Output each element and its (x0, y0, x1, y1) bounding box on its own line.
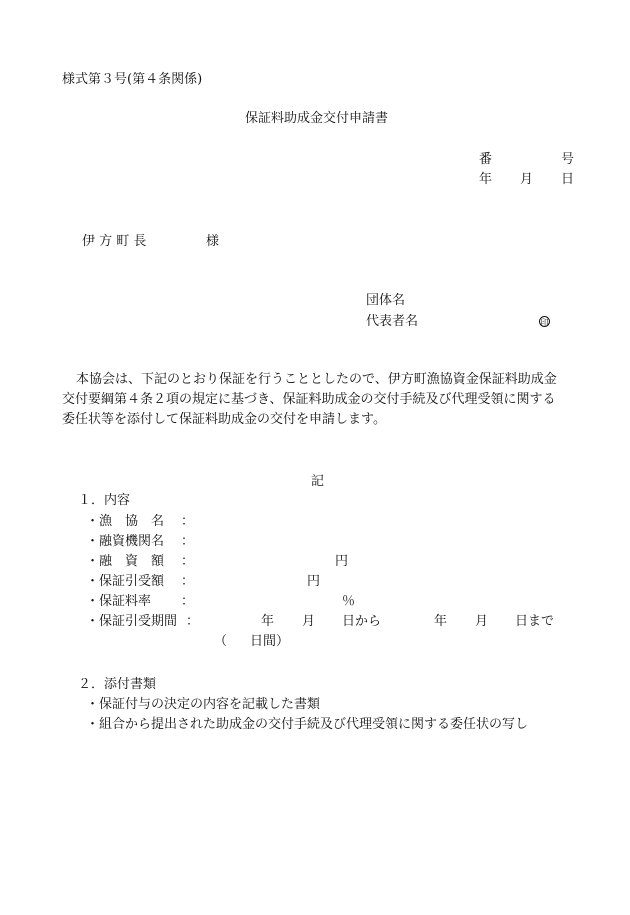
seal-icon: 印 (540, 318, 549, 327)
period-days-open: （ (214, 634, 228, 649)
item-unit-yen: 円 (307, 574, 321, 589)
body-line-2: 交付要綱第４条２項の規定に基づき、保証料助成金の交付手続及び代理受領に関する (62, 392, 556, 407)
period-end-month: 月 (475, 614, 489, 629)
period-start-day: 日から (342, 614, 382, 629)
document-title: 保証料助成金交付申請書 (245, 111, 389, 126)
item-colon: ： (181, 534, 195, 549)
section2-heading: ２．添付書類 (78, 677, 157, 692)
attachment-item: ・組合から提出された助成金の交付手続及び代理受領に関する委任状の写し (86, 717, 529, 732)
date-year-label: 年 (479, 172, 493, 187)
item-colon: ： (181, 594, 195, 609)
item-unit-percent: ％ (342, 594, 356, 609)
item-colon: ： (181, 554, 195, 569)
item-label-lender: ・融資機関名 (86, 534, 165, 549)
item-label-guarantee-rate: ・保証料率 (86, 594, 152, 609)
form-number: 様式第３号(第４条関係) (62, 72, 203, 87)
date-month-label: 月 (520, 172, 534, 187)
period-start-year: 年 (261, 614, 275, 629)
ki-heading: 記 (311, 474, 325, 489)
item-label-guarantee-period: ・保証引受期間 (86, 614, 178, 629)
period-days-close: 日間） (250, 634, 290, 649)
item-label-fishery-coop: ・漁 協 名 (86, 514, 165, 529)
item-colon: ： (186, 614, 200, 629)
number-label: 番 (479, 152, 493, 167)
section1-heading: １．内容 (78, 493, 131, 508)
item-colon: ： (181, 574, 195, 589)
body-line-3: 委任状等を添付して保証料助成金の交付を申請します。 (62, 412, 386, 427)
number-suffix: 号 (561, 152, 575, 167)
date-day-label: 日 (561, 172, 575, 187)
item-label-loan-amount: ・融 資 額 (86, 554, 165, 569)
period-end-day: 日まで (515, 614, 555, 629)
representative-label: 代表者名 (366, 314, 419, 329)
body-line-1: 本協会は、下記のとおり保証を行うこととしたので、伊方町漁協資金保証料助成金 (76, 372, 557, 387)
attachment-item: ・保証付与の決定の内容を記載した書類 (86, 697, 321, 712)
period-end-year: 年 (434, 614, 448, 629)
item-colon: ： (181, 514, 195, 529)
addressee-name: 伊 方 町 長 (82, 234, 147, 249)
addressee-honorific: 様 (206, 234, 220, 249)
organization-label: 団体名 (366, 293, 406, 308)
period-start-month: 月 (302, 614, 316, 629)
item-unit-yen: 円 (335, 554, 349, 569)
item-label-guarantee-amount: ・保証引受額 (86, 574, 165, 589)
